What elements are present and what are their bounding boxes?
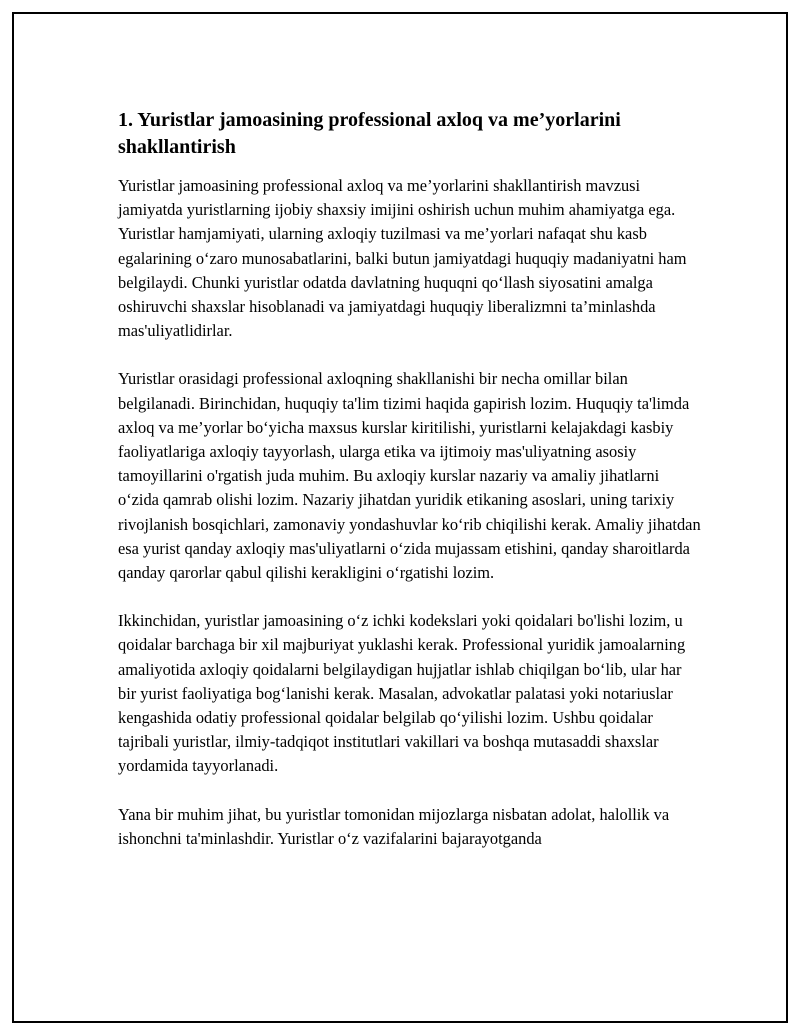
paragraph-factors: Yuristlar orasidagi professional axloqning shakllanishi bir necha omillar bilan belgilanadi. Birinchidan, huquqiy ta'lim tizimi haqida gapirish lozim. Huquqiy ta'limda axloq va me’yorlar bo‘yicha maxsus kurslar kiritilishi, yuristlarni kelajakdagi kasbiy faoliyatlariga axloqiy tayyorlash, ularga etika va ijtimoiy mas'uliyatning asosiy tamoyillarini o'rgatish juda muhim. Bu axloqiy kurslar nazariy va amaliy jihatlarni o‘zida qamrab olishi lozim. Nazariy jihatdan yuridik etikaning asoslari, uning tarixiy rivojlanish bosqichlari, zamonaviy yondashuvlar ko‘rib chiqilishi kerak. Amaliy jihatdan esa yurist qanday axloqiy mas'uliyatlarni o‘zida mujassam etishini, qanday sharoitlarda qanday qarorlar qabul qilishi kerakligini o‘rgatishi lozim. [118, 369, 701, 583]
section-heading: 1. Yuristlar jamoasining professional axloq va me’yorlarini shakllantirish [118, 109, 621, 158]
paragraph-trust: Yana bir muhim jihat, bu yuristlar tomonidan mijozlarga nisbatan adolat, halollik va ishonchni ta'minlashdir. Yuristlar o‘z vazifalarini bajarayotganda [118, 804, 670, 848]
document-body [118, 107, 702, 875]
paragraph-intro: Yuristlar jamoasining professional axloq va me’yorlarini shakllantirish mavzusi jamiyatda yuristlarning ijobiy shaxsiy imijini oshirish uchun muhim ahamiyatga ega. Yuristlar hamjamiyati, ularning axloqiy tuzilmasi va me’yorlari nafaqat shu kasb egalarining o‘zaro munosabatlarini, balki butun jamiyatdagi huquqiy madaniyatni ham belgilaydi. Chunki yuristlar odatda davlatning huquqni qo‘llash siyosatini amalga oshiruvchi shaxslar hisoblanadi va jamiyatdagi huquqiy liberalizmni ta’minlashda mas'uliyatlidirlar. [118, 176, 687, 341]
paragraph-codes: Ikkinchidan, yuristlar jamoasining o‘z ichki kodekslari yoki qoidalari bo'lishi lozim, u qoidalar barchaga bir xil majburiyat yuklashi kerak. Professional yuridik jamoalarning amaliyotida axloqiy qoidalarni belgilaydigan hujjatlar ishlab chiqilgan bo‘lib, ular har bir yurist faoliyatiga bog‘lanishi kerak. Masalan, advokatlar palatasi yoki notariuslar kengashida odatiy professional qoidalar belgilab qo‘yilishi lozim. Ushbu qoidalar tajribali yuristlar, ilmiy-tadqiqot institutlari vakillari va boshqa mutasaddi shaxslar yordamida tayyorlanadi. [118, 611, 686, 776]
page-frame [12, 12, 788, 1023]
